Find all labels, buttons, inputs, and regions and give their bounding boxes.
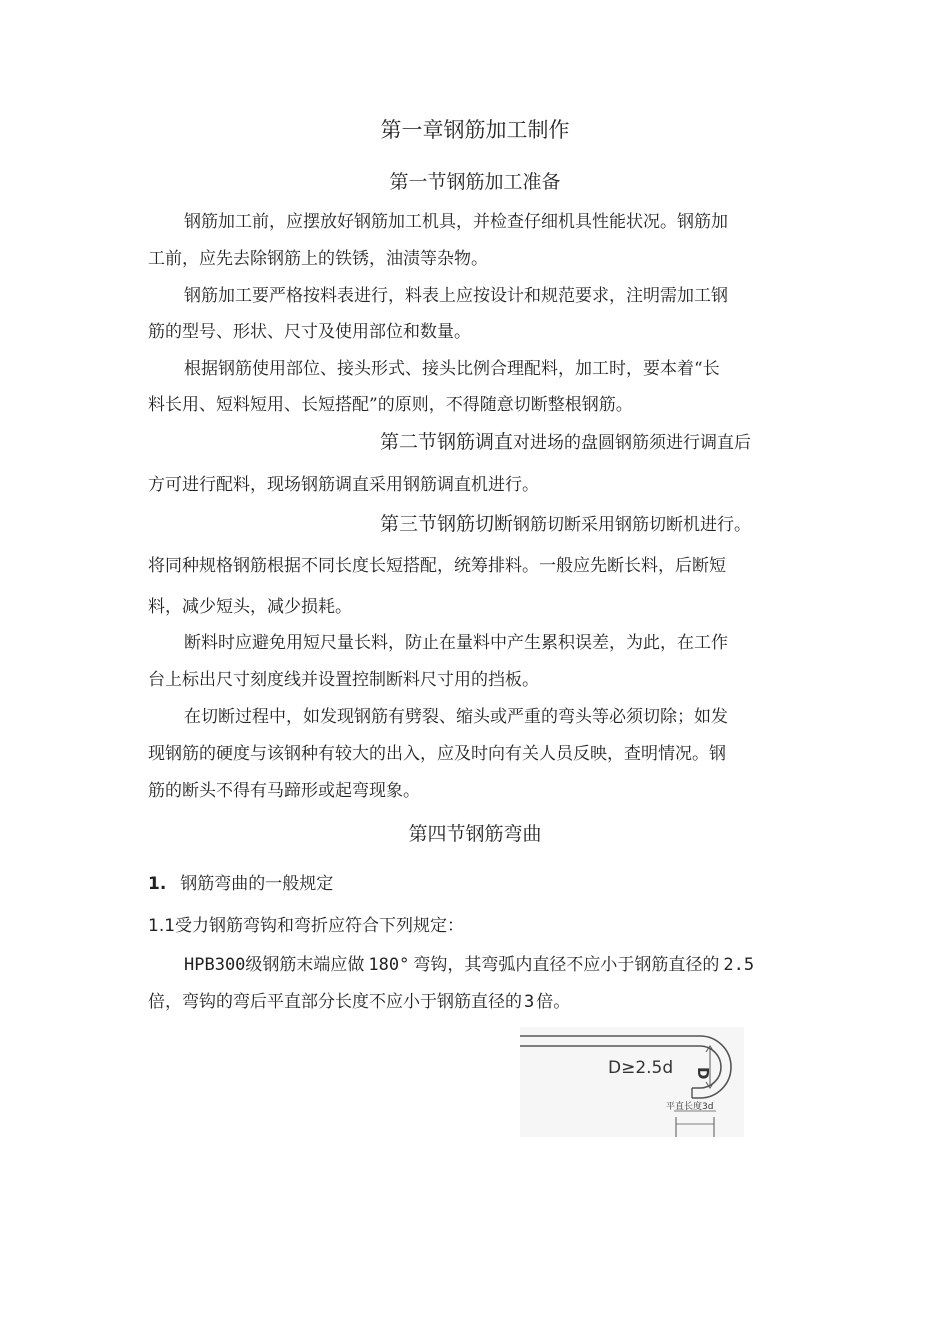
- s4-p1-line1: [148, 953, 834, 977]
- straight-length-label: 平直长度3d: [666, 1102, 714, 1112]
- list-item-1: [148, 872, 798, 896]
- s3-p1-line2: 料，减少短头，减少损耗。: [148, 597, 352, 617]
- s3-p1-line1: 将同种规格钢筋根据不同长度长短搭配，统筹排料。一般应先断长料，后断短: [148, 556, 726, 576]
- diameter-label: D≥2.5d: [608, 1058, 674, 1078]
- s1-p3-line1: 根据钢筋使用部位、接头形式、接头比例合理配料，加工时，要本着“长: [184, 359, 720, 379]
- s1-p2-line2: 筋的型号、形状、尺寸及使用部位和数量。: [148, 322, 471, 342]
- list-item-1-number: 1.: [148, 874, 167, 894]
- s1-p1-line2: 工前，应先去除钢筋上的铁锈，油渍等杂物。: [148, 249, 488, 269]
- s4-p1-line2-text-c: 倍。: [536, 992, 571, 1012]
- s4-p1-line2-text-a: 倍，弯钩的弯后平直部分长度不应小于钢筋直径的: [148, 992, 522, 1012]
- list-item-1-1-text: 受力钢筋弯钩和弯折应符合下列规定：: [175, 916, 465, 936]
- section4-title: 第四节钢筋弯曲: [408, 823, 542, 845]
- hook-angle: 180°: [368, 955, 410, 975]
- s3-p2-line2: 台上标出尺寸刻度线并设置控制断料尺寸用的挡板。: [148, 670, 539, 690]
- s3-p3-line2: 现钢筋的硬度与该钢种有较大的出入，应及时向有关人员反映，查明情况。钢: [148, 744, 726, 764]
- diameter-ratio: 2.5: [723, 955, 755, 975]
- section3-heading-line: [380, 512, 800, 537]
- list-item-1-text: 钢筋弯曲的一般规定: [180, 874, 334, 894]
- chapter-title: 第一章钢筋加工制作: [380, 118, 570, 142]
- section2-title: 第二节钢筋调直: [380, 431, 514, 453]
- hook-diagram: [520, 1027, 744, 1137]
- section3-title: 第三节钢筋切断: [380, 513, 514, 535]
- straight-ratio: 3: [524, 992, 535, 1012]
- s1-p1-line1: 钢筋加工前，应摆放好钢筋加工机具，并检查仔细机具性能状况。钢筋加: [184, 212, 728, 232]
- steel-grade: HPB300: [184, 955, 246, 975]
- list-item-1-1-number: 1.1: [148, 916, 176, 936]
- section2-heading-line: [380, 430, 800, 455]
- s3-p3-line3: 筋的断头不得有马蹄形或起弯现象。: [148, 781, 420, 801]
- s4-p1-text-d: 弯钩，其弯弧内直径不应小于钢筋直径的: [413, 955, 720, 975]
- s3-p3-line1: 在切断过程中，如发现钢筋有劈裂、缩头或严重的弯头等必须切除；如发: [184, 707, 728, 727]
- section2-text: 方可进行配料，现场钢筋调直采用钢筋调直机进行。: [148, 475, 539, 495]
- s1-p2-line1: 钢筋加工要严格按料表进行，料表上应按设计和规范要求，注明需加工钢: [184, 286, 728, 306]
- section3-inline-text: 钢筋切断采用钢筋切断机进行。: [513, 515, 752, 535]
- hook-diagram-svg: [520, 1027, 744, 1137]
- s4-p1-text-b: 级钢筋末端应做: [245, 955, 365, 975]
- d-letter: D: [694, 1067, 712, 1080]
- section2-inline-text: 对进场的盘圆钢筋须进行调直后: [513, 433, 752, 453]
- s3-p2-line1: 断料时应避免用短尺量长料，防止在量料中产生累积误差，为此，在工作: [184, 633, 728, 653]
- list-item-1-1: [148, 914, 798, 938]
- section1-title: 第一节钢筋加工准备: [389, 171, 561, 193]
- s1-p3-line2: 料长用、短料短用、长短搭配”的原则，不得随意切断整根钢筋。: [148, 395, 633, 415]
- s4-p1-line2: [148, 990, 798, 1014]
